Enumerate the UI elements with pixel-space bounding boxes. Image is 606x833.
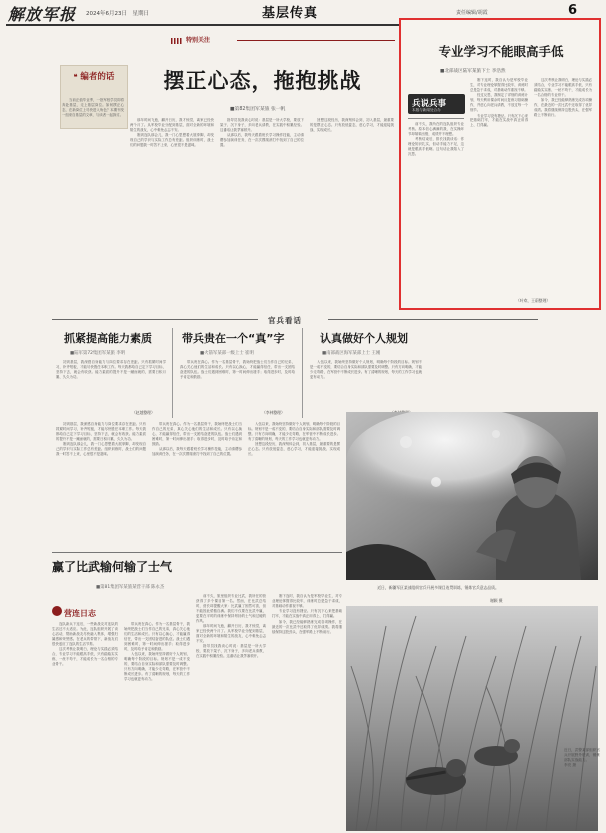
opinion-rule-right [328,319,538,320]
badge-divider [408,118,464,119]
page-number: 6 [568,3,578,18]
main-article-col-3: 回想这段经历，我深刻体会到，初入基层，最重要的是摆正心态。只有放低姿态，虚心学习，才能迎接挑战、实现成长。 [310,118,394,132]
main-article-col-2: 指导员找我谈心时说：基层是一所大学校，要放下架子、沉下身子，多向老兵请教，在实践中积累经验。这番话让我茅塞顿开。 从那以后，我每天跟着班长学习操作技能，主动请缨参加演训任务，在一次次摸爬滚打中找到了自己的位置。 [220,118,304,148]
page-title: 基层传真 [262,6,319,21]
main-headline: 摆正心态，拖抱挑战 [163,69,362,93]
bottom-text-col-1: 前不久，旅里组织专业比武，我所在的营获得了多个课目第一名。然而，在比武总结时，营长却提醒大家：比武赢了固然可喜，但不能因此骄傲自满。我们不仅要在比武中赢，更要在平时的训练中保持昂扬的士气和过硬的作风。 那年时间飞逝，翻开日历，我才惊觉，离家已经快两个月了。从军校毕业分配到基层，面对全新的环境和陌生的战友，心中难免忐忑不安。 指导员找我谈心时说：基层是一所大学校，要放下架子、沉下身子，多向老兵请教，在实践中积累经验。这番话让我茅塞顿开。 [196,594,266,659]
opinion-1-headline: 抓紧提高能力素质 [64,332,152,345]
opinion-2-signoff: （李林整理） [262,410,285,415]
bottom-byline: ■第81集团军某旅某营干部 陈永杰 [96,585,165,590]
editor-note-title: 编者的话 [80,72,115,82]
opinion-1-byline: ■陆军第72集团军某旅 李明 [70,351,126,356]
bottom-headline: 赢了比武输何输了士气 [52,560,173,574]
opinion-2-text: 带兵贵在真心。作为一名基层骨干，我始终把战士们当作自己的兄弟，真心关心他们的生活和成长。只有以心换心，才能赢得信任，带出一支团结奋进的队伍。战士们遇到困难时，第一时间伸出援手；取得进步时，及时给予肯定和鼓励。 [180,360,295,379]
newspaper-logo: 解放军报 [8,5,77,24]
highlight-col-2: 刚下连时，我自认为是军校毕业生，对专业理论掌握得比较牢，训练时总是急于求成，对基础动作重视不够。 经过反思，我制定了详细的训练计划，每天利用课余时间反复练习基础操作，并虚心向老兵请教，不放过每一个细节。 专业学习没有捷径。只有沉下心来把基础打牢，才能在实战中真正用得上、打得赢。 [470,78,528,128]
main-byline: ■第82集团军某旅 张一帆 [230,107,286,112]
opinion-2-byline: ■火箭军某部一级上士 崔明 [200,351,254,356]
lower-text-col-3: 入伍以来，我始终坚持做好个人规划，明确每个阶段的目标。规划不是一成不变的，要结合自身实际和部队需要及时调整。只有方向明确，才能少走弯路，在军营中不断成长进步。有了清晰的规划，每天的工作学习也就更有动力。 回想这段经历，我深刻体会到，初入基层，最重要的是摆正心态。只有放低姿态，虚心学习，才能迎接挑战、实现成长。 [248,422,340,457]
photo-caption: 近日，新疆军区某部组织官兵开展多课目连贯训练，锤炼官兵意志品质。 [377,585,499,590]
diary-icon [52,606,62,616]
bottom-rule [52,552,342,553]
opinion-section-label: 官兵看话 [268,316,302,325]
lower-text-col-2: 带兵贵在真心。作为一名基层骨干，我始终把战士们当作自己的兄弟，真心关心他们的生活和成长。只有以心换心，才能赢得信任，带出一支团结奋进的队伍。战士们遇到困难时，第一时间伸出援手；取得进步时，及时给予肯定和鼓励。 从那以后，我每天跟着班长学习操作技能，主动请缨参加演训任务，在一次次摸爬滚打中找到了自己的位置。 [152,422,242,457]
photo-field-training-image [346,606,598,831]
side-photo-credit: 李亮 摄 [564,763,576,767]
column-badge-title: 兵说兵事 [412,99,447,109]
issue-date: 2024年6月23日 星期日 [86,11,149,17]
editor-note-text: 当前正值毕业季，一批军校学员即将奔赴基层，走上基层岗位。如何摆正心态，在新岗位上尽快进入角色？本期刊发一组来自基层的文章，与读者一起探讨。 [62,98,124,117]
lower-text-col-1: 初到基层，我深感自身能力与岗位要求存在差距。只有抓紧时间学习，补齐短板，才能尽快胜任本职工作。每天我都给自己定下学习目标，坚持下去，就会有收获。能力素质的提升不是一蹴而就的，需要日积月累、久久为功。 刚到连队那会儿，我一门心思想着大展拳脚，却发现自己的学识与实际工作总有差距。组织训练时，战士们的问题我一时答不上来，心里很不是滋味。 [56,422,146,457]
opinion-1-text: 初到基层，我深感自身能力与岗位要求存在差距。只有抓紧时间学习，补齐短板，才能尽快胜任本职工作。每天我都给自己定下学习目标，坚持下去，就会有收获。能力素质的提升不是一蹴而就的，需要日积月累、久久为功。 [56,360,166,379]
highlight-col-1: 前不久，我所在的连队组织专业考核。原本信心满满的我，在实操环节却频频出错，成绩并不理想。 考核结束后，排长找我谈话：你理论知识扎实，但动手能力不足，这就是眼高手低啊。这句话让我陷入了沉思。 [408,122,464,157]
section-divider [237,40,395,41]
opinion-separator-2 [302,328,303,418]
section-tag-label: 特别关注 [186,37,211,44]
opinion-separator-1 [172,328,173,418]
side-photo-caption: 近日，武警某部组织官兵开展野外驻训，锤炼部队实战能力。 李亮 摄 [564,748,600,767]
highlight-signoff: （叶欢、王蔚整理） [516,298,551,303]
opinion-rule-left [52,319,258,320]
highlight-byline: ■北部战区陆军某旅下士 李浩然 [440,69,506,74]
opinion-3-headline: 认真做好个人规划 [320,332,408,345]
highlight-col-3: 这次考核让我明白，理论与实践必须结合，专业学习不能眼高手低，只有踏踏实实练、一丝不苟干，才能成长为一名合格的专业骨干。 如今，我已经能够熟练完成各项操作，在最近的一次比武中还取得了优异成绩。我将继续保持这股劲头，在强军路上不断前行。 [534,78,592,117]
photo-soldier-training-image [346,412,598,580]
main-article-col-1: 那年时间飞逝，翻开日历，我才惊觉，离家已经快两个月了。从军校毕业分配到基层，面对全新的环境和陌生的战友，心中难免忐忑不安。 刚到连队那会儿，我一门心思想着大展拳脚，却发现自己的学识与实际工作总有差距。组织训练时，战士们的问题我一时答不上来，心里很不是滋味。 [130,118,214,148]
section-tag [171,35,241,45]
quote-icon: ❝ [73,72,78,81]
editor-line: 责任编辑/胡霞 [456,10,488,16]
highlight-headline: 专业学习不能眼高手低 [438,44,564,59]
photo-field-training [346,606,598,831]
photo-soldier-training [346,412,598,580]
bottom-text-col-2: 刚下连时，我自认为是军校毕业生，对专业理论掌握得比较牢，训练时总是急于求成，对基础动作重视不够。 专业学习没有捷径。只有沉下心来把基础打牢，才能在实战中真正用得上、打得赢。 如今，我已经能够熟练完成各项操作，在最近的一次比武中还取得了优异成绩。我将继续保持这股劲头，在强军路上不断前行。 [272,594,342,634]
opinion-2-headline: 带兵贵在一个“真”字 [182,332,285,345]
diary-section-label: 营连日志 [64,609,96,618]
diary-text-col-1: 连队新兵下连后，一些新战友对连队的生活还不太适应。为此，连队组织开展了谈心活动，帮助新战友尽快融入集体，增强归属感和荣誉感。在老兵的带领下，新战友们很快适应了连队的生活节奏。 这次考核让我明白，理论与实践必须结合，专业学习不能眼高手低，只有踏踏实实练、一丝不苟干，才能成长为一名合格的专业骨干。 [52,622,118,666]
hash-icon [171,38,183,44]
opinion-3-text: 入伍以来，我始终坚持做好个人规划，明确每个阶段的目标。规划不是一成不变的，要结合自身实际和部队需要及时调整。只有方向明确，才能少走弯路，在军营中不断成长进步。有了清晰的规划，每天的工作学习也就更有动力。 [310,360,422,379]
opinion-3-byline: ■南部战区海军某部上士 王刚 [322,351,381,356]
column-badge-subtitle: 本版与新闻处合办 [412,108,441,112]
diary-text-col-2: 带兵贵在真心。作为一名基层骨干，我始终把战士们当作自己的兄弟，真心关心他们的生活和成长。只有以心换心，才能赢得信任，带出一支团结奋进的队伍。战士们遇到困难时，第一时间伸出援手；取得进步时，及时给予肯定和鼓励。 入伍以来，我始终坚持做好个人规划，明确每个阶段的目标。规划不是一成不变的，要结合自身实际和部队需要及时调整。只有方向明确，才能少走弯路，在军营中不断成长进步。有了清晰的规划，每天的工作学习也就更有动力。 [124,622,190,681]
opinion-1-signoff: （赵越整理） [132,410,155,415]
photo-credit: 谢颖 摄 [490,598,503,603]
